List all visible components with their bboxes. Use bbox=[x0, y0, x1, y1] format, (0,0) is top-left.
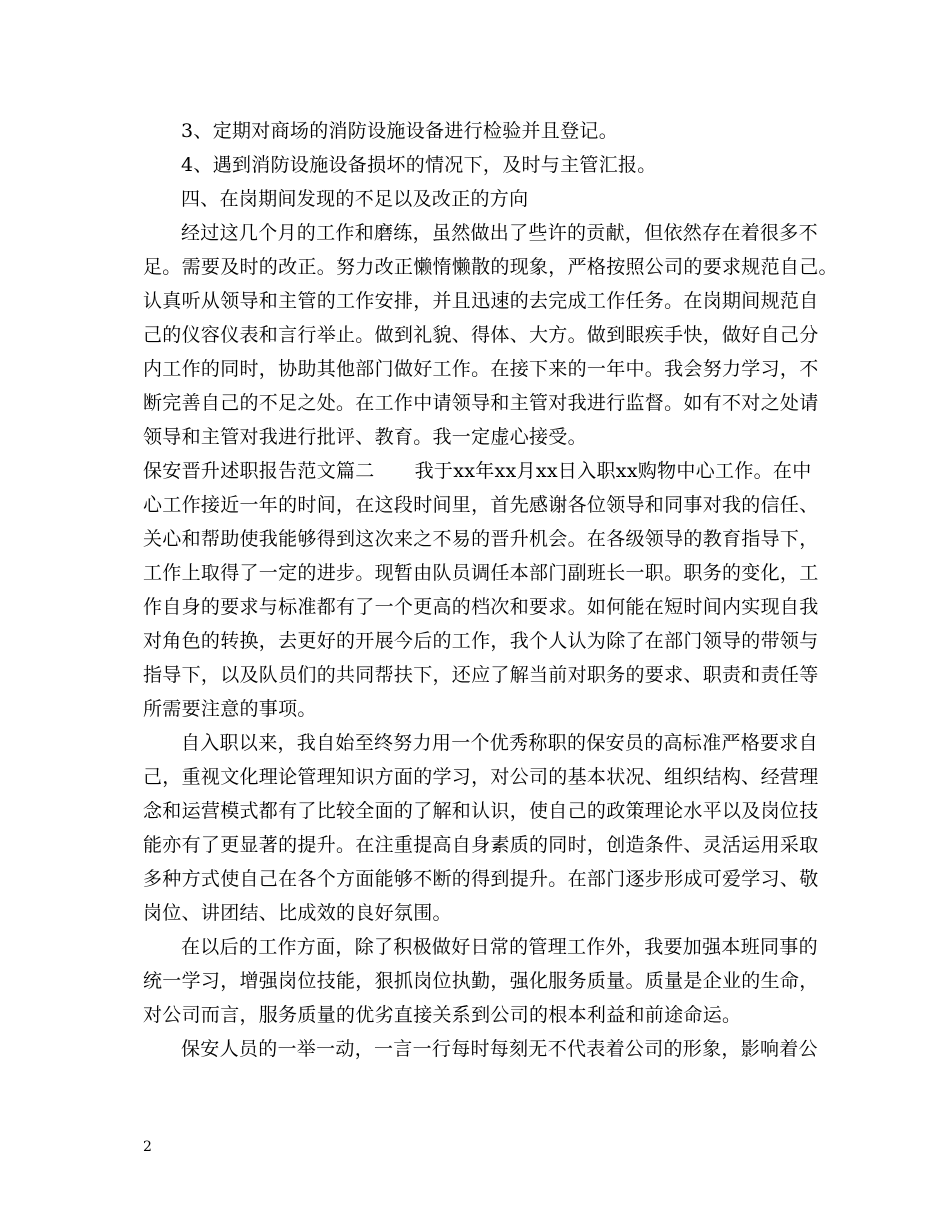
text-line: 3、定期对商场的消防设施设备进行检验并且登记。 bbox=[181, 120, 618, 142]
text-line: 经过这几个月的工作和磨练，虽然做出了些许的贡献，但依然存在着很多不 bbox=[181, 222, 818, 244]
text-line: 在以后的工作方面，除了积极做好日常的管理工作外，我要加强本班同事的 bbox=[181, 936, 818, 958]
text-line: 自入职以来，我自始至终努力用一个优秀称职的保安员的高标准严格要求自 bbox=[181, 732, 818, 754]
text-line: 内工作的同时，协助其他部门做好工作。在接下来的一年中。我会努力学习，不 bbox=[143, 358, 819, 380]
text-line: 对角色的转换，去更好的开展今后的工作，我个人认为除了在部门领导的带领与 bbox=[143, 630, 819, 652]
text-line: 能亦有了更显著的提升。在注重提高自身素质的同时，创造条件、灵活运用采取 bbox=[143, 834, 819, 856]
text-line: 领导和主管对我进行批评、教育。我一定虚心接受。 bbox=[143, 426, 587, 448]
text-line: 我于xx年xx月xx日入职xx购物中心工作。在中 bbox=[414, 460, 812, 482]
text-line: 关心和帮助使我能够得到这次来之不易的晋升机会。在各级领导的教育指导下， bbox=[143, 528, 819, 550]
text-line: 对公司而言，服务质量的优劣直接关系到公司的根本利益和前途命运。 bbox=[143, 1004, 742, 1026]
text-line: 断完善自己的不足之处。在工作中请领导和主管对我进行监督。如有不对之处请 bbox=[143, 392, 819, 414]
text-line: 保安人员的一举一动，一言一行每时每刻无不代表着公司的形象，影响着公 bbox=[181, 1038, 818, 1060]
text-line: 指导下，以及队员们的共同帮扶下，还应了解当前对职务的要求、职责和责任等 bbox=[143, 664, 819, 686]
text-line: 所需要注意的事项。 bbox=[143, 698, 317, 720]
article-title-line bbox=[143, 454, 823, 488]
text-line: 统一学习，增强岗位技能，狠抓岗位执勤，强化服务质量。质量是企业的生命， bbox=[143, 970, 819, 992]
page-number: 2 bbox=[143, 1139, 152, 1155]
text-line: 己的仪容仪表和言行举止。做到礼貌、得体、大方。做到眼疾手快，做好自己分 bbox=[143, 324, 819, 346]
text-line: 工作上取得了一定的进步。现暂由队员调任本部门副班长一职。职务的变化，工 bbox=[143, 562, 819, 584]
section-heading: 四、在岗期间发现的不足以及改正的方向 bbox=[181, 188, 529, 210]
article-title: 保安晋升述职报告范文篇二 bbox=[143, 460, 375, 482]
document-body bbox=[143, 114, 838, 1066]
text-line: 岗位、讲团结、比成效的良好氛围。 bbox=[143, 902, 452, 924]
text-line: 足。需要及时的改正。努力改正懒惰懒散的现象，严格按照公司的要求规范自己。 bbox=[143, 256, 838, 278]
text-line: 多种方式使自己在各个方面能够不断的得到提升。在部门逐步形成可爱学习、敬 bbox=[143, 868, 819, 890]
text-line: 作自身的要求与标准都有了一个更高的档次和要求。如何能在短时间内实现自我 bbox=[143, 596, 819, 618]
text-line: 己，重视文化理论管理知识方面的学习，对公司的基本状况、组织结构、经营理 bbox=[143, 766, 819, 788]
text-line: 念和运营模式都有了比较全面的了解和认识，使自己的政策理论水平以及岗位技 bbox=[143, 800, 819, 822]
text-line: 认真听从领导和主管的工作安排，并且迅速的去完成工作任务。在岗期间规范自 bbox=[143, 290, 819, 312]
text-line: 心工作接近一年的时间，在这段时间里，首先感谢各位领导和同事对我的信任、 bbox=[143, 494, 819, 516]
text-line: 4、遇到消防设施设备损坏的情况下，及时与主管汇报。 bbox=[181, 154, 657, 176]
